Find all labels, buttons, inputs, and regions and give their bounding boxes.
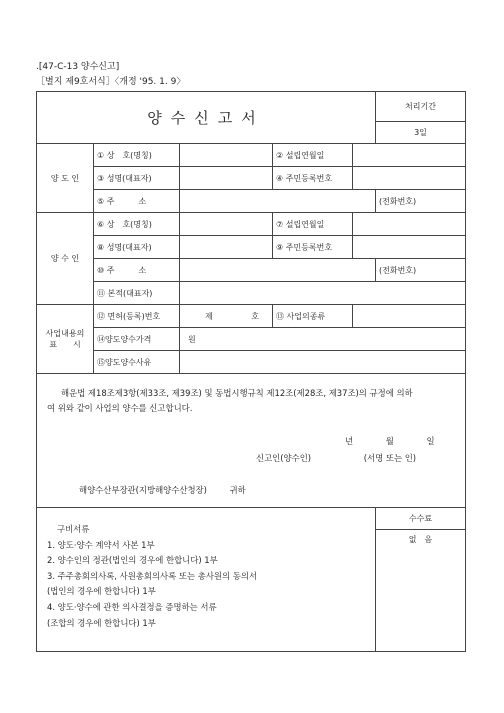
transferee-address-input[interactable] xyxy=(180,259,376,282)
required-documents xyxy=(37,508,376,652)
field-label: ① 상 호(명칭) xyxy=(94,144,180,167)
honorific: 귀하 xyxy=(229,485,246,495)
field-label: ⑮양도양수사유 xyxy=(94,351,180,374)
business-label-line2: 표 시 xyxy=(49,340,81,349)
transferee-id-input[interactable] xyxy=(353,236,466,259)
price-input[interactable] xyxy=(180,328,466,351)
statement-line1: 해운법 제18조제3항(제33조, 제39조) 및 동법시행규칙 제12조(제28조, 제37조)의 규정에 의하 xyxy=(61,388,413,398)
form-code: .[47-C-13 양수신고] xyxy=(36,62,120,72)
transferee-domicile-input[interactable] xyxy=(180,282,466,305)
field-label: ⑫ 면허(등록)번호 xyxy=(94,305,180,328)
doc-item: 3. 주주총회의사록, 사원총회의사록 또는 총사원의 동의서 xyxy=(47,570,258,581)
field-label: ② 설립연월일 xyxy=(273,144,353,167)
field-label: ⑭양도양수가격 xyxy=(94,328,180,351)
doc-item: 4. 양도·양수에 관한 의사결정을 증명하는 서류 xyxy=(47,601,217,612)
license-suffix: 호 xyxy=(251,311,260,321)
transferor-name-input[interactable] xyxy=(180,144,273,167)
field-label: ⑬ 사업의종류 xyxy=(273,305,353,328)
transferor-id-input[interactable] xyxy=(353,167,466,190)
signature-label: (서명 또는 인) xyxy=(363,453,417,463)
fee-label: 수수료 xyxy=(376,508,466,530)
field-label: ⑥ 상 호(명칭) xyxy=(94,213,180,236)
business-type-input[interactable] xyxy=(353,305,466,328)
reason-input[interactable] xyxy=(180,351,466,374)
field-label: ⑪ 본적(대표자) xyxy=(94,282,180,305)
transferee-label: 양 수 인 xyxy=(37,213,94,305)
phone-label: (전화번호) xyxy=(376,259,466,282)
license-prefix: 제 xyxy=(205,311,213,321)
statement-block xyxy=(37,374,466,508)
field-label: ⑦ 설립연월일 xyxy=(273,213,353,236)
addressee: 해양수산부장관(지방해양수산청장) xyxy=(79,485,207,495)
date-day: 일 xyxy=(426,436,435,446)
addressee-row xyxy=(47,483,455,498)
business-label-line1: 사업내용의 xyxy=(45,329,85,338)
phone-label: (전화번호) xyxy=(376,190,466,213)
date-row xyxy=(47,434,455,449)
processing-period-value: 3일 xyxy=(376,122,466,144)
field-label: ⑧ 성명(대표자) xyxy=(94,236,180,259)
field-label: ⑤ 주 소 xyxy=(94,190,180,213)
statement-line2: 여 위와 같이 사업의 양수를 신고합니다. xyxy=(47,403,193,413)
form-reference: ［별지 제9호서식］〈개정 '95. 1. 9〉 xyxy=(36,77,186,87)
transferee-rep-input[interactable] xyxy=(180,236,273,259)
doc-item: 1. 양도·양수 계약서 사본 1부 xyxy=(47,539,155,550)
field-label: ⑩ 주 소 xyxy=(94,259,180,282)
price-unit: 원 xyxy=(188,334,196,344)
transferor-founded-input[interactable] xyxy=(353,144,466,167)
report-form xyxy=(36,91,466,652)
applicant-label: 신고인(양수인) xyxy=(256,453,312,463)
form-title: 양수신고서 xyxy=(37,92,376,144)
doc-item: 2. 양수인의 정관(법인의 경우에 한합니다) 1부 xyxy=(47,555,218,566)
date-year: 년 xyxy=(345,436,354,446)
doc-item: (법인의 경우에 한합니다) 1부 xyxy=(47,586,156,597)
processing-period-label: 처리기간 xyxy=(376,92,466,122)
transferee-founded-input[interactable] xyxy=(353,213,466,236)
transferor-rep-input[interactable] xyxy=(180,167,273,190)
fee-value: 없 음 xyxy=(376,530,466,652)
field-label: ⑨ 주민등록번호 xyxy=(273,236,353,259)
signature-row xyxy=(47,451,455,466)
field-label: ③ 성명(대표자) xyxy=(94,167,180,190)
transferee-name-input[interactable] xyxy=(180,213,273,236)
doc-item: (조합의 경우에 한합니다) 1부 xyxy=(47,617,156,628)
transferor-label: 양 도 인 xyxy=(37,144,94,213)
transferor-address-input[interactable] xyxy=(180,190,376,213)
field-label: ④ 주민등록번호 xyxy=(273,167,353,190)
license-number-input[interactable] xyxy=(180,305,273,328)
date-month: 월 xyxy=(385,436,394,446)
documents-heading: 구비서류 xyxy=(57,524,90,534)
business-label xyxy=(37,305,94,374)
